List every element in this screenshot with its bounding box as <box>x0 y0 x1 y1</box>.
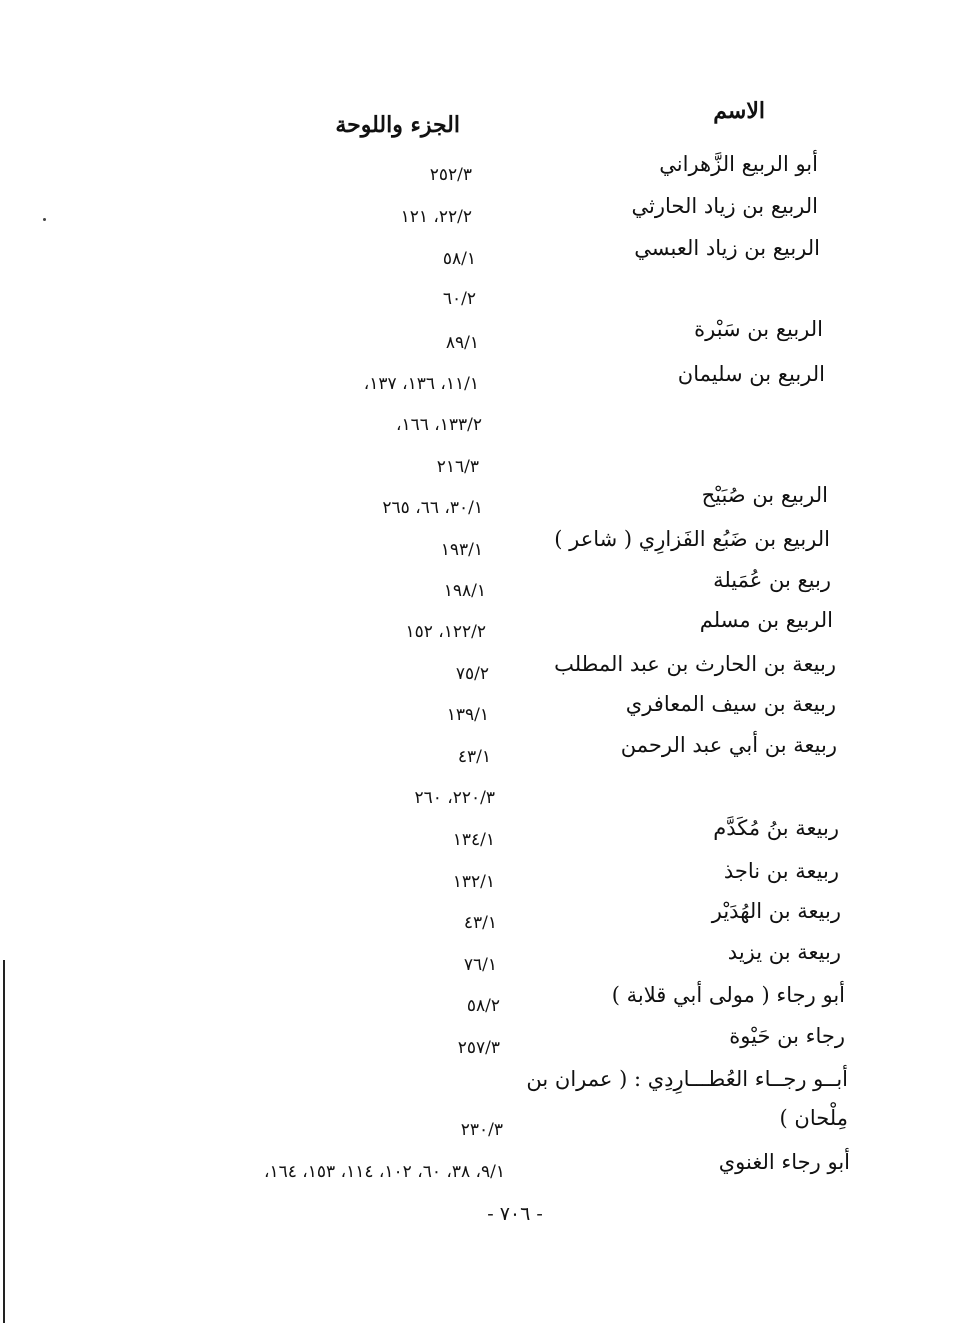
index-ref: ١١/١، ١٣٦، ١٣٧، <box>363 374 479 394</box>
index-name: أبو رجاء الغنوي <box>718 1150 850 1174</box>
index-name: ربيعة بن الحارث بن عبد المطلب <box>554 652 836 676</box>
index-name: الربيع بن زياد العبسي <box>634 236 820 260</box>
index-ref: ٢٢/٢، ١٢١ <box>400 207 472 227</box>
index-name: الربيع بن زياد الحارثي <box>631 194 818 218</box>
index-ref: ٦٠/٢ <box>442 289 476 309</box>
index-name: أبو الربيع الزَّهراني <box>659 152 818 176</box>
index-ref: ٨٩/١ <box>445 333 479 353</box>
index-ref: ١٣٢/١ <box>452 872 495 892</box>
index-ref: ٤٣/١ <box>457 747 491 767</box>
index-ref: ٧٥/٢ <box>455 664 489 684</box>
index-name: ربيعة بن يزيد <box>727 940 841 964</box>
index-ref: ١٣٤/١ <box>452 830 495 850</box>
index-name: أبــو رجــاء العُطـــارِدِي : ( عمران بن <box>526 1067 848 1091</box>
index-name: ربيع بن عُمَيلة <box>713 568 831 592</box>
index-ref: ١٩٨/١ <box>443 581 486 601</box>
index-ref: ٧٦/١ <box>463 955 497 975</box>
index-name: الربيع بن ضَبُع الفَزارِي ( شاعر ) <box>554 527 830 551</box>
index-ref: ٣٠/١، ٦٦، ٢٦٥ <box>382 498 483 518</box>
column-header-name: الاسم <box>713 98 765 124</box>
index-name: ربيعة بن الهُدَيْر <box>711 899 841 923</box>
column-header-ref: الجزء واللوحة <box>335 112 460 138</box>
index-ref: ٥٨/١ <box>442 249 476 269</box>
index-name: الربيع بن سَبْرة <box>694 317 823 341</box>
index-name: ربيعة بن أبي عبد الرحمن <box>620 733 837 757</box>
index-name: أبو رجاء ( مولى أبي قلابة ) <box>611 983 845 1007</box>
index-ref: ٩/١، ٣٨، ٦٠، ١٠٢، ١١٤، ١٥٣، ١٦٤، <box>264 1162 505 1182</box>
index-ref: ٢٥٧/٣ <box>457 1038 500 1058</box>
index-ref: ٢٣٠/٣ <box>460 1120 503 1140</box>
index-ref: ٥٨/٢ <box>466 996 500 1016</box>
index-name: رجاء بن حَيْوة <box>729 1024 845 1048</box>
index-ref: ٢٥٢/٣ <box>429 165 472 185</box>
page-edge-line <box>3 960 5 1323</box>
index-ref: ٤٣/١ <box>463 913 497 933</box>
index-name: الربيع بن سليمان <box>677 362 825 386</box>
index-name: الربيع بن صُبَيْح <box>701 483 828 507</box>
index-ref: ٢١٦/٣ <box>436 457 479 477</box>
index-ref: ١٢٢/٢، ١٥٢ <box>405 622 486 642</box>
index-ref: ١٣٣/٢، ١٦٦، <box>395 415 482 435</box>
index-name: ربيعة بن ناجذ <box>723 859 839 883</box>
page-number: - ٧٠٦ - <box>487 1203 543 1225</box>
scan-speck <box>43 218 46 221</box>
index-ref: ١٩٣/١ <box>440 540 483 560</box>
index-ref: ١٣٩/١ <box>446 705 489 725</box>
index-name: الربيع بن مسلم <box>699 608 833 632</box>
index-name: ربيعة بن سيف المعافري <box>625 692 836 716</box>
index-name: مِلْحان ) <box>779 1106 848 1130</box>
index-name: ربيعة بنُ مُكَدَّم <box>713 816 839 840</box>
index-ref: ٢٢٠/٣، ٢٦٠ <box>414 788 495 808</box>
